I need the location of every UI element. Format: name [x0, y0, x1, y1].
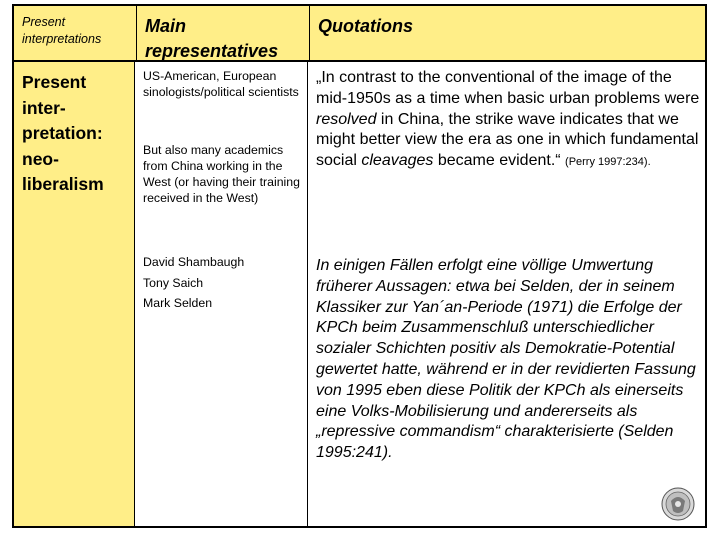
header-quotations-label: Quotations	[318, 16, 413, 36]
representatives-group-chinese-academics: But also many academics from China working in the West (or having their training received in the West)	[143, 143, 300, 205]
quote-perry-text-3: became evident.“	[433, 152, 566, 170]
quote-selden: In einigen Fällen erfolgt eine völlige Umwertung früherer Aussagen: etwa bei Selden, der in seinem Klassiker zur Yan´an-Periode (1971) die Erfolge der KPCh beim Zusammenschluß unterschiedlicher sozialer Schichten positiv als Demokratie-Potential gewertet hatte, während er in der revidierten Fassung von 1995 eben diese Politik der KPCh als einerseits eine Volks-Mobilisierung und andererseits als „repressive commandism“ charakterisierte (Selden 1995:241).	[316, 257, 696, 462]
quote-perry-emphasis-resolved: resolved	[316, 110, 377, 128]
quote-perry-emphasis-cleavages: cleavages	[361, 152, 434, 170]
header-interpretations-label: Present interpretations	[22, 15, 102, 46]
representative-name: David Shambaugh	[143, 255, 245, 269]
university-seal-icon	[661, 487, 695, 521]
representative-name: Mark Selden	[143, 296, 213, 310]
quote-perry-text-1: „In contrast to the conventional of the image of the mid-1950s as a time when basic urban problems were	[316, 69, 700, 107]
representative-name: Tony Saich	[143, 275, 204, 290]
header-representatives-label: Main representatives	[145, 16, 279, 61]
representatives-group-western: US-American, European sinologists/political scientists	[143, 69, 299, 99]
quote-perry-text-2: in China, the strike wave indicates that we might better view the era as one in which fundamental social	[316, 110, 699, 170]
quote-perry-citation: (Perry 1997:234).	[565, 156, 651, 169]
interpretation-title: Present inter- pretation: neo- liberalism	[22, 72, 104, 194]
table-border	[12, 4, 707, 528]
